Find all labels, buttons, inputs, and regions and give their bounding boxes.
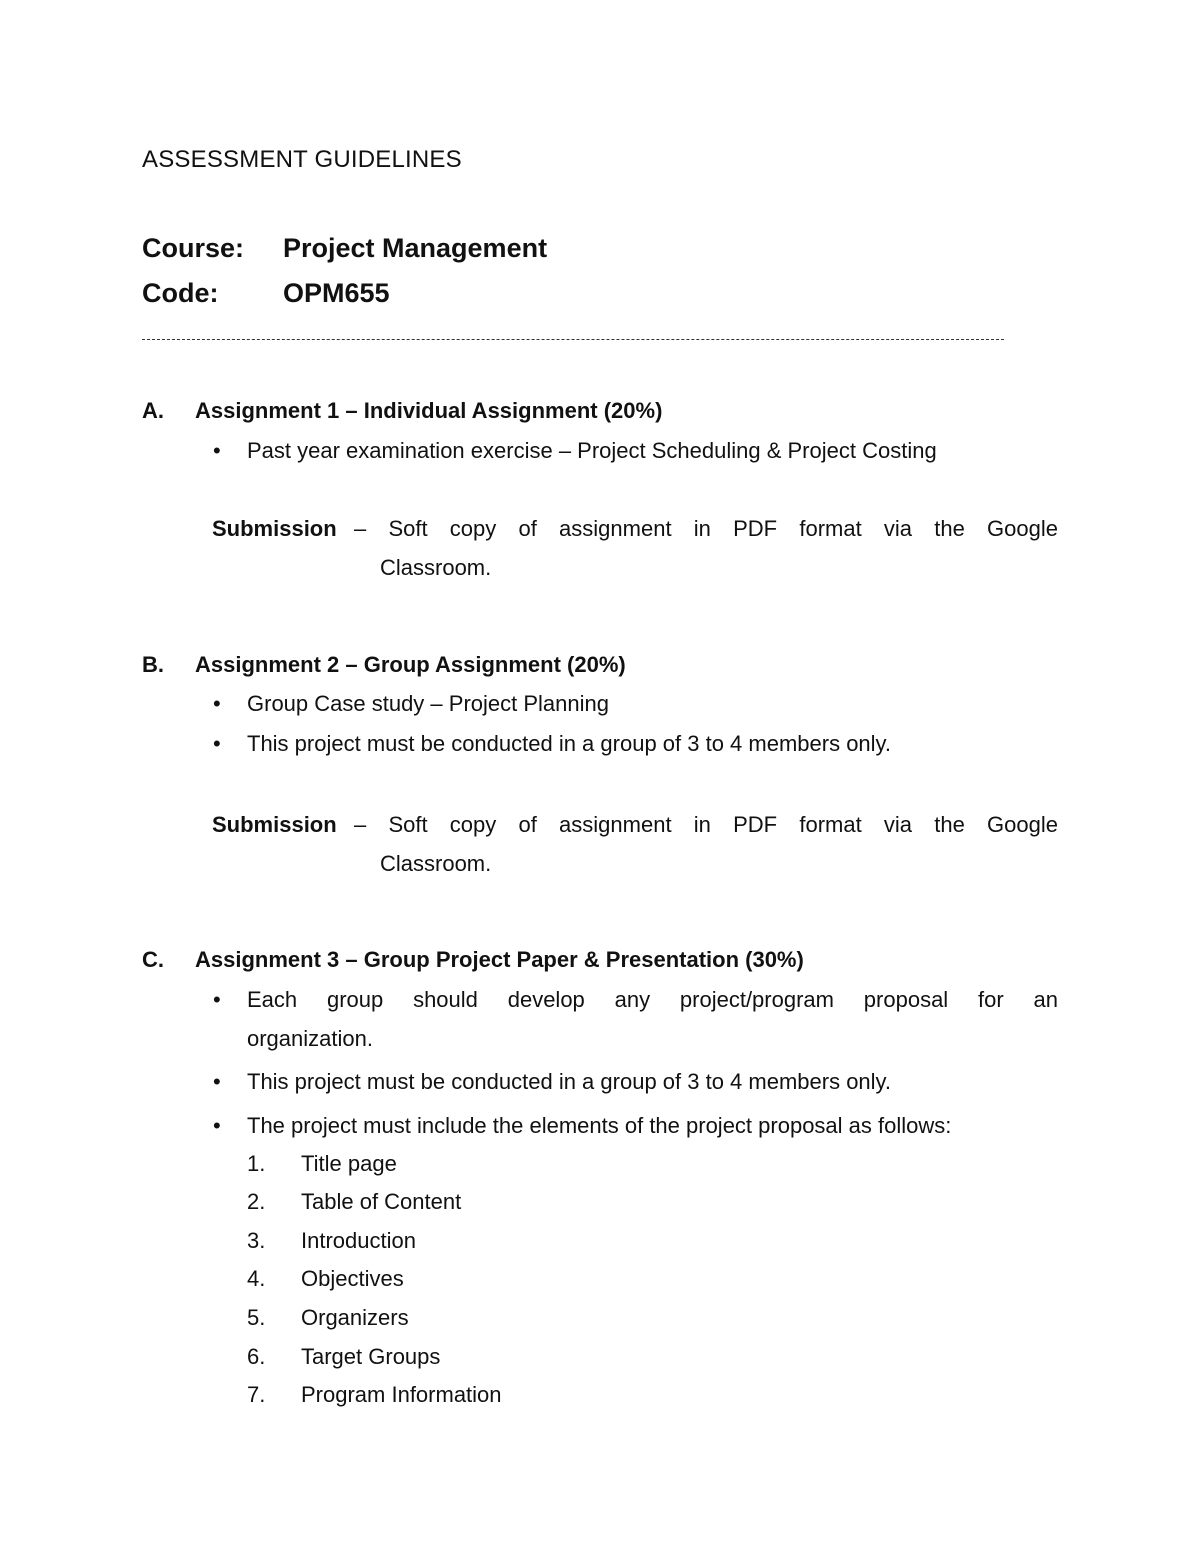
numbered-item-number: 2.	[247, 1189, 266, 1214]
document-title: ASSESSMENT GUIDELINES	[142, 146, 462, 173]
numbered-item-number: 1.	[247, 1151, 266, 1176]
section-b-letter: B.	[142, 652, 164, 677]
section-b-submission-line-1: – Soft copy of assignment in PDF format via the Google	[354, 812, 1058, 837]
section-b-title: Assignment 2 – Group Assignment (20%)	[195, 652, 626, 677]
section-a-title: Assignment 1 – Individual Assignment (20%)	[195, 398, 663, 423]
numbered-item-text: Program Information	[301, 1382, 502, 1407]
section-a-bullet-1: Past year examination exercise – Project Scheduling & Project Costing	[247, 438, 937, 463]
bullet-icon: •	[213, 1069, 221, 1094]
bullet-icon: •	[213, 987, 221, 1012]
numbered-item-text: Objectives	[301, 1266, 404, 1291]
section-a-letter: A.	[142, 398, 164, 423]
numbered-item-number: 4.	[247, 1266, 266, 1291]
numbered-item-number: 3.	[247, 1228, 266, 1253]
numbered-item-number: 7.	[247, 1382, 266, 1407]
section-c-bullet-1: Each group should develop any project/program proposal for an	[247, 987, 1058, 1012]
numbered-item-text: Title page	[301, 1151, 397, 1176]
bullet-icon: •	[213, 438, 221, 463]
dashed-divider	[142, 339, 1004, 340]
section-c-bullet-2: This project must be conducted in a group of 3 to 4 members only.	[247, 1069, 892, 1094]
section-c-title: Assignment 3 – Group Project Paper & Presentation (30%)	[195, 947, 804, 972]
numbered-item-number: 6.	[247, 1344, 266, 1369]
bullet-icon: •	[213, 731, 221, 756]
section-b-bullet-1: Group Case study – Project Planning	[247, 691, 609, 716]
section-b-submission-label: Submission	[212, 812, 337, 837]
numbered-item-text: Target Groups	[301, 1344, 441, 1369]
section-b-bullet-2: This project must be conducted in a group of 3 to 4 members only.	[247, 731, 892, 756]
section-b-submission-line-2: Classroom.	[380, 851, 492, 876]
section-c-bullet-3: The project must include the elements of the project proposal as follows:	[247, 1113, 952, 1138]
code-label: Code:	[142, 278, 219, 308]
bullet-icon: •	[213, 1113, 221, 1138]
section-a-submission-line-1: – Soft copy of assignment in PDF format via the Google	[354, 516, 1058, 541]
numbered-item-text: Table of Content	[301, 1189, 462, 1214]
course-value: Project Management	[283, 233, 548, 263]
section-a-submission-label: Submission	[212, 516, 337, 541]
code-value: OPM655	[283, 278, 390, 308]
section-c-letter: C.	[142, 947, 164, 972]
numbered-item-text: Organizers	[301, 1305, 409, 1330]
bullet-icon: •	[213, 691, 221, 716]
numbered-item-number: 5.	[247, 1305, 266, 1330]
section-c-bullet-1-cont: organization.	[247, 1026, 373, 1051]
course-label: Course:	[142, 233, 245, 263]
numbered-item-text: Introduction	[301, 1228, 416, 1253]
section-a-submission-line-2: Classroom.	[380, 555, 492, 580]
